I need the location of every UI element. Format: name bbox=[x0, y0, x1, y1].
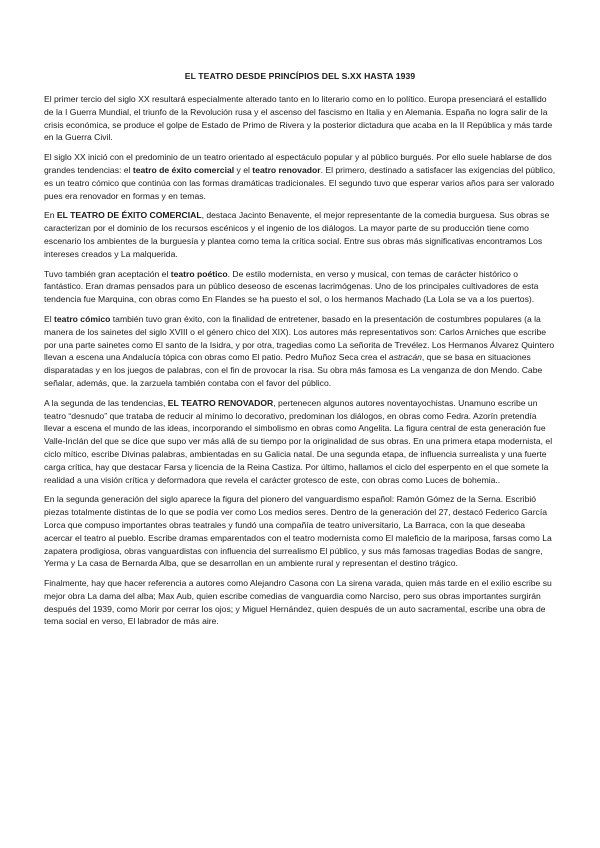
text-run: . De estilo modernista, en verso y musical, con temas de carácter histórico o fantástico. Eran dramas pensados para un público deseoso de escenas lacrimógenas. Uno de los principales cultivadores de esta tendencia fue Marquina, con obras como En Flandes se ha puesto el sol, o los hermanos Machado (La Lola se va a los puertos). bbox=[44, 268, 539, 305]
paragraph bbox=[44, 313, 556, 390]
text-run: Tuvo también gran aceptación el bbox=[44, 268, 171, 279]
text-run: A la segunda de las tendencias, bbox=[44, 397, 168, 408]
text-run: , que se basa en situaciones disparatadas y en los juegos de palabras, con el fin de provocar la risa. Su obra más famosa es La venganza de don Mendo. Cabe señalar, además, que. la zarzuela también contaba con el favor del público. bbox=[44, 352, 543, 388]
text-run: En la segunda generación del siglo aparece la figura del pionero del vanguardismo español: Ramón Gómez de la Serna. Escribió piezas totalmente distintas de lo que se podía ver como Los medios seres. Dentro de la generación del 27, destacó Federico García Lorca que compuso importantes obras teatrales y fundó una compañía de teatro universitario, La Barraca, con la que deseaba acercar el teatro al pueblo. Escribe dramas emparentados con el teatro modernista como El maleficio de la mariposa, farsas como La zapatera prodigiosa, obras vanguardistas con influencia del surrealismo El público, y sus más famosas tragedias Bodas de sangre, Yerma y La casa de Bernarda Alba, que se desarrollan en un ambiente rural y representan el destino trágico. bbox=[44, 494, 552, 569]
document-title: EL TEATRO DESDE PRINCÍPIOS DEL S.XX HASTA 1939 bbox=[184, 71, 416, 81]
bold-text: teatro de éxito comercial bbox=[132, 164, 235, 175]
paragraph bbox=[44, 93, 556, 144]
paragraph bbox=[44, 209, 556, 260]
bold-text: teatro poético bbox=[170, 268, 228, 279]
paragraph bbox=[44, 493, 556, 570]
text-run: El bbox=[44, 313, 55, 324]
text-run: En bbox=[44, 210, 57, 221]
text-run: , destaca Jacinto Benavente, el mejor representante de la comedia burguesa. Sus obras se caracterizan por el dominio de los recursos escénicos y el ingenio de los diálogos. La mayor parte de su producción tiene como escenario los ambientes de la burguesía y plantea como tema la crítica social. Entre sus obras más significativas encontramos Los intereses creados y La malquerida. bbox=[44, 210, 550, 259]
bold-text: teatro cómico bbox=[54, 313, 111, 324]
document-body bbox=[44, 93, 556, 628]
text-run: también tuvo gran éxito, con la finalidad de entretener, basado en la presentación de costumbres populares (a la manera de los sainetes del siglo XVIII o el género chico del XIX). Los autores más representativos son: Carlos Arniches que escribe por una parte sainetes como El santo de la Isidra, y por otra, tragedias como La señorita de Trevélez. Los Hermanos Álvarez Quintero llevan a escena una Andalucía tópica con obras como El patio. Pedro Muñoz Seca crea el bbox=[44, 313, 555, 363]
bold-text: teatro renovador bbox=[252, 164, 321, 175]
paragraph bbox=[44, 577, 556, 628]
text-run: Finalmente, hay que hacer referencia a autores como Alejandro Casona con La sirena varada, quien más tarde en el exilio escribe su mejor obra La dama del alba; Max Aub, quien escribe comedias de vanguardia como Narciso, pero sus obras importantes surgirán después del 1939, como Morir por cerrar los ojos; y Miguel Hernández, quien después de un auto sacramental, escribe una obra de tema social en verso, El labrador de más aire. bbox=[44, 578, 552, 627]
paragraph bbox=[44, 268, 556, 306]
bold-text: EL TEATRO RENOVADOR bbox=[167, 397, 274, 408]
italic-text: astracán bbox=[388, 352, 422, 363]
text-run: El primer tercio del siglo XX resultará especialmente alterado tanto en lo literario como en lo político. Europa presenciará el estallido de la I Guerra Mundial, el triunfo de la Revolución rusa y el ascenso del fascismo en Italia y en Alemania. España no logra salir de la crisis económica, se produce el golpe de Estado de Primo de Rivera y la posterior dictadura que acaba en la II República y más tarde en la Guerra Civil. bbox=[44, 94, 553, 143]
text-run: , pertenecen algunos autores noventayochistas. Unamuno escribe un teatro “desnudo” que trataba de reducir al mínimo lo decorativo, predominan los diálogos, en obras como Fedra. Azorín pretendía llevar a escena el mundo de las ideas, incorporando el simbolismo en obras como Angelita. La figura central de esta generación fue Valle-Inclán del que se dice que supo ver más allá de su tiempo por la originalidad de sus obras. En una primera etapa modernista, el ciclo mítico, escribe Divinas palabras, ambientadas en su Galicia natal. De una segunda etapa, de influencia surrealista y una fuerte carga crítica, hay que destacar Farsa y licencia de la Reina Castiza. Por último, hallamos el ciclo del esperpento en el que somete la realidad a una visión crítica y deformadora que revela el carácter grotesco de este, con obras como Luces de bohemia.. bbox=[44, 397, 553, 485]
text-run: y el bbox=[234, 164, 253, 175]
text-run: El siglo XX inició con el predominio de un teatro orientado al espectáculo popular y al público burgués. Por ello suele hablarse de dos grandes tendencias: el bbox=[44, 152, 552, 175]
bold-text: EL TEATRO DE ÉXITO COMERCIAL bbox=[56, 210, 202, 221]
paragraph bbox=[44, 397, 556, 487]
paragraph bbox=[44, 151, 556, 202]
text-run: . El primero, destinado a satisfacer las exigencias del público, es un teatro cómico que continúa con las formas dramáticas tradicionales. El segundo tuvo que esperar varios años para ser valorado pues era renovador en formas y en temas. bbox=[44, 164, 556, 201]
